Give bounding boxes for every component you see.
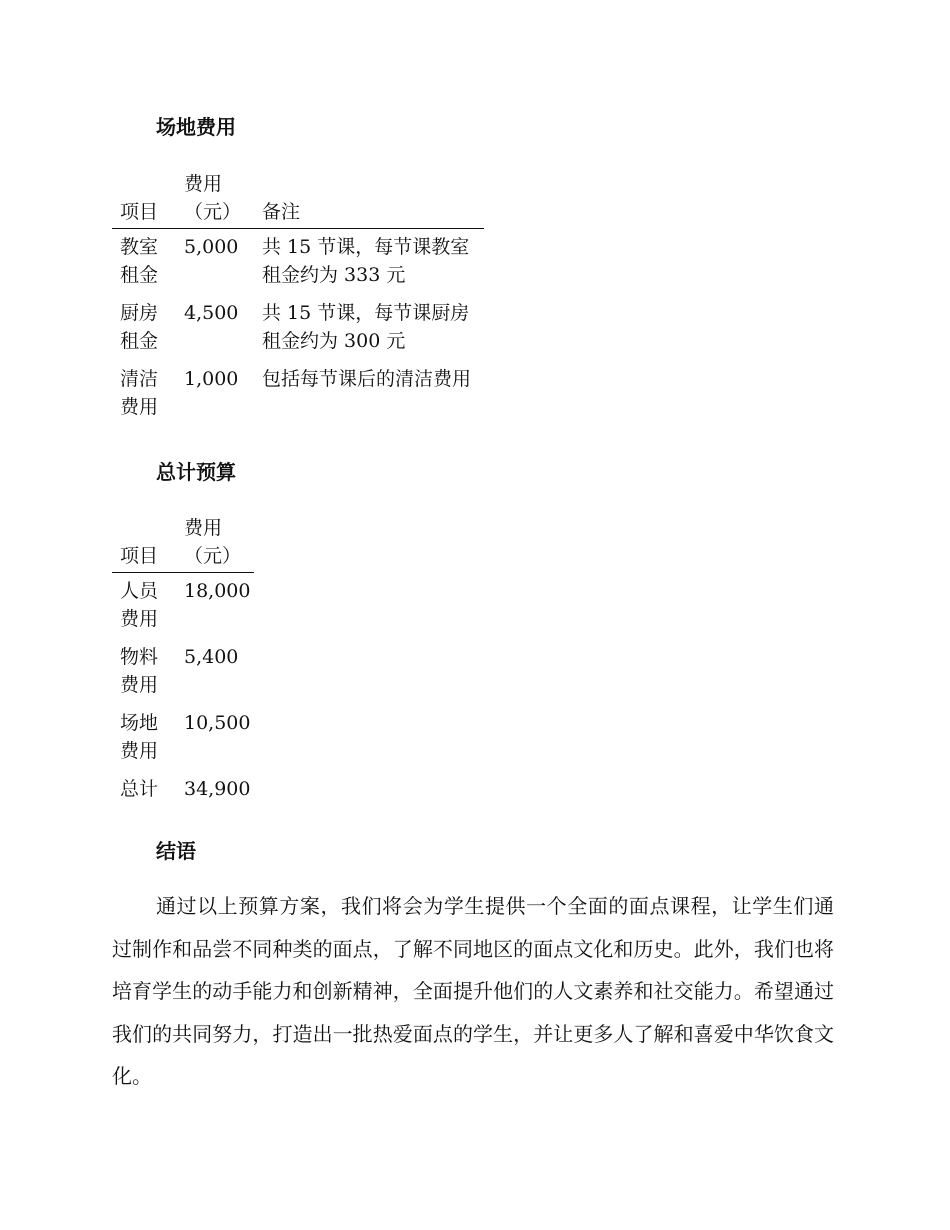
row-item: 清洁费用 [120,368,159,418]
row-cost: 34,900 [184,778,251,800]
row-cost: 1,000 [184,368,239,390]
table-row [112,573,254,640]
table-row [112,705,254,771]
row-item: 场地费用 [120,712,159,762]
row-cost: 5,400 [184,646,239,668]
column-header-item: 项目 [112,170,176,229]
row-cost: 5,000 [184,236,239,258]
column-header-item: 项目 [112,514,176,573]
row-note: 包括每节课后的清洁费用 [262,368,472,390]
conclusion-paragraph: 通过以上预算方案，我们将会为学生提供一个全面的面点课程，让学生们通过制作和品尝不同种类的面点，了解不同地区的面点文化和历史。此外，我们也将培育学生的动手能力和创新精神，全面提升他们的人文素养和社交能力。希望通过我们的共同努力，打造出一批热爱面点的学生，并让更多人了解和喜爱中华饮食文化。 [112,894,834,1088]
table-row [112,229,484,296]
total-budget-table [112,514,254,809]
table-row [112,639,254,705]
row-item: 厨房租金 [120,302,159,352]
conclusion-heading: 结语 [156,839,196,863]
table-row [112,361,484,427]
row-cost: 10,500 [184,712,251,734]
table-header-row [112,514,254,573]
column-header-cost: 费用（元） [176,514,254,573]
column-header-note: 备注 [254,170,484,229]
row-item: 总计 [120,778,159,800]
table-header-row [112,170,484,229]
venue-cost-table [112,170,484,427]
row-note: 共 15 节课，每节课教室租金约为 333 元 [262,236,470,286]
row-cost: 4,500 [184,302,239,324]
row-item: 教室租金 [120,236,159,286]
row-item: 物料费用 [120,646,159,696]
column-header-cost: 费用（元） [176,170,254,229]
table-row [112,771,254,809]
row-note: 共 15 节课，每节课厨房租金约为 300 元 [262,302,470,352]
row-item: 人员费用 [120,580,159,630]
venue-cost-heading: 场地费用 [156,115,236,139]
total-budget-heading: 总计预算 [156,460,236,484]
table-row [112,295,484,361]
row-cost: 18,000 [184,580,251,602]
